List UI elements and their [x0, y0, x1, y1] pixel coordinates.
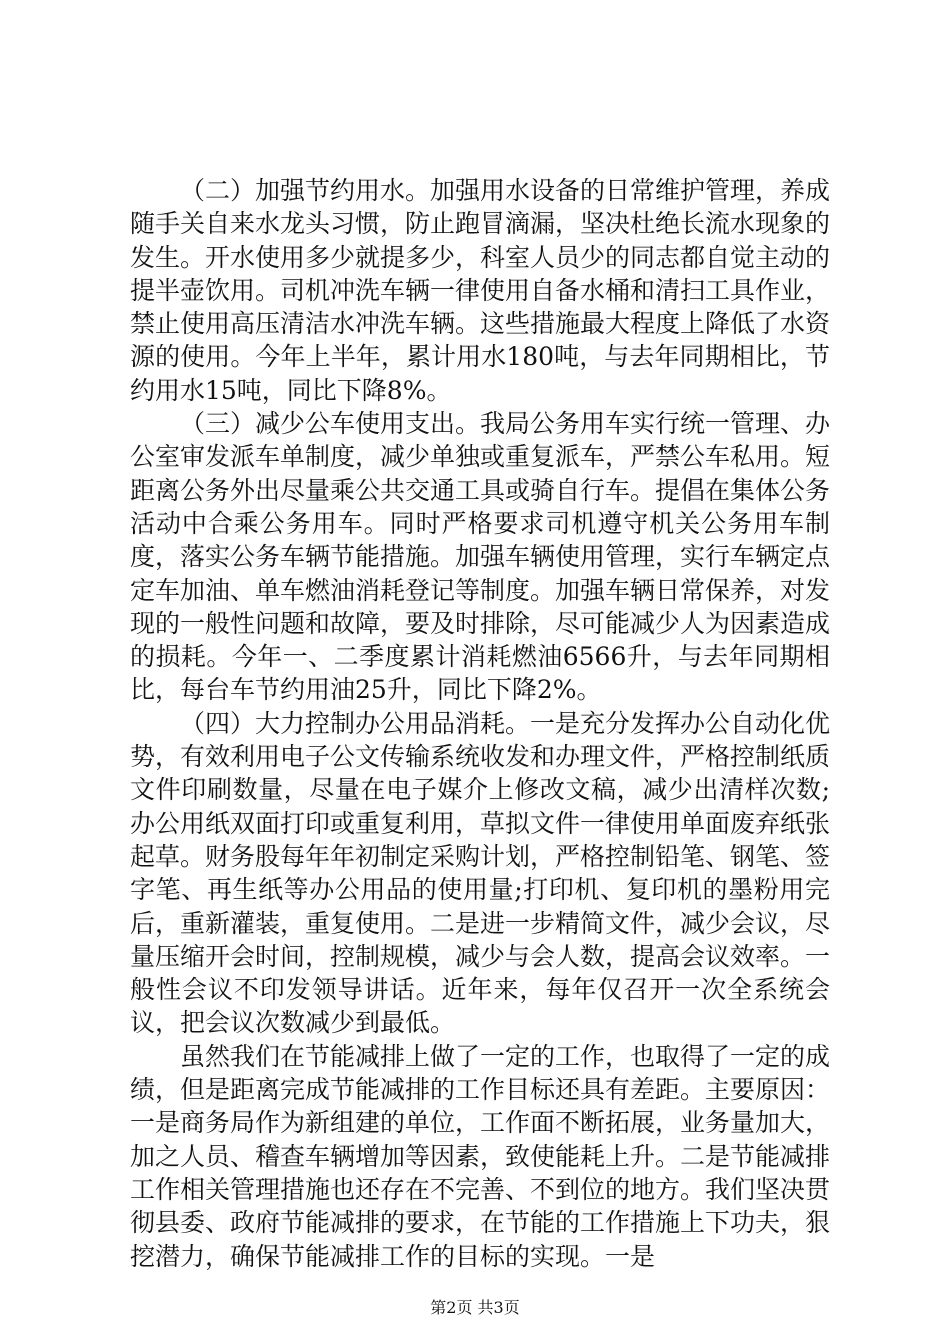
- document-body: [130, 174, 830, 1273]
- paragraph-office-supplies: （四）大力控制办公用品消耗。一是充分发挥办公自动化优势，有效利用电子公文传输系统收发和办理文件，严格控制纸质文件印刷数量，尽量在电子媒介上修改文稿，减少出清样次数;办公用纸双面打印或重复利用，草拟文件一律使用单面废弃纸张起草。财务股每年年初制定采购计划，严格控制铅笔、钢笔、签字笔、再生纸等办公用品的使用量;打印机、复印机的墨粉用完后，重新灌装，重复使用。二是进一步精简文件，减少会议，尽量压缩开会时间，控制规模，减少与会人数，提高会议效率。一般性会议不印发领导讲话。近年来，每年仅召开一次全系统会议，把会议次数减少到最低。: [130, 708, 831, 1038]
- paragraph-vehicle-expense: （三）减少公车使用支出。我局公务用车实行统一管理、办公室审发派车单制度，减少单独或重复派车，严禁公车私用。短距离公务外出尽量乘公共交通工具或骑自行车。提倡在集体公务活动中合乘公务用车。同时严格要求司机遵守机关公务用车制度，落实公务车辆节能措施。加强车辆使用管理，实行车辆定点定车加油、单车燃油消耗登记等制度。加强车辆日常保养，对发现的一般性问题和故障，要及时排除，尽可能减少人为因素造成的损耗。今年一、二季度累计消耗燃油6566升，与去年同期相比，每台车节约用油25升，同比下降2%。: [130, 409, 831, 705]
- paragraph-summary: 虽然我们在节能减排上做了一定的工作，也取得了一定的成绩，但是距离完成节能减排的工作目标还具有差距。主要原因：一是商务局作为新组建的单位，工作面不断拓展，业务量加大，加之人员、稽查车辆增加等因素，致使能耗上升。二是节能减排工作相关管理措施也还存在不完善、不到位的地方。我们坚决贯彻县委、政府节能减排的要求，在节能的工作措施上下功夫，狠挖潜力，确保节能减排工作的目标的实现。一是: [130, 1041, 831, 1271]
- paragraph-water-saving: （二）加强节约用水。加强用水设备的日常维护管理，养成随手关自来水龙头习惯，防止跑冒滴漏，坚决杜绝长流水现象的发生。开水使用多少就提多少，科室人员少的同志都自觉主动的提半壶饮用。司机冲洗车辆一律使用自备水桶和清扫工具作业，禁止使用高压清洁水冲洗车辆。这些措施最大程度上降低了水资源的使用。今年上半年，累计用水180吨，与去年同期相比，节约用水15吨，同比下降8%。: [130, 176, 831, 405]
- page-footer: 第2页 共3页: [430, 1298, 520, 1317]
